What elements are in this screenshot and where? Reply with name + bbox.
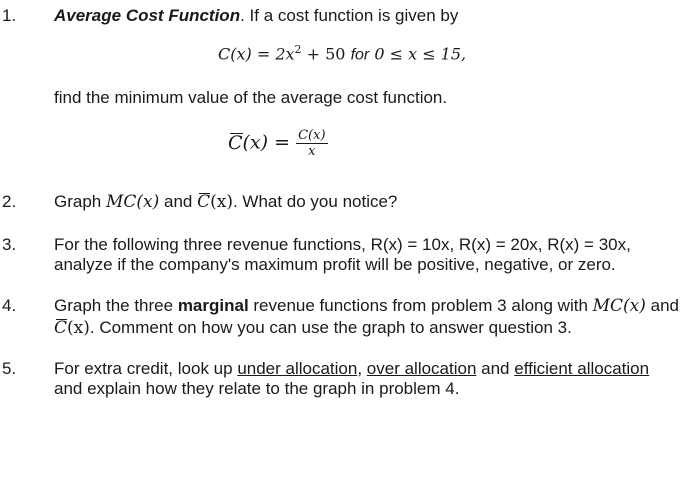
item-number-5: 5.	[2, 359, 17, 378]
item-5-sep-1: ,	[357, 359, 367, 378]
item-4-before: Graph the three	[54, 296, 178, 315]
item-number-2: 2.	[2, 192, 17, 211]
item-1-intro: . If a cost function is given by	[240, 6, 459, 25]
fraction-denominator: x	[308, 144, 316, 159]
item-2-after: . What do you notice?	[232, 192, 398, 211]
average-cost-lhs: (x) =	[242, 131, 291, 154]
item-5-line-1	[54, 359, 649, 379]
item-2-mc: MC(x)	[105, 192, 160, 212]
item-1-question: find the minimum value of the average cost function.	[54, 88, 448, 107]
item-2-and: and	[159, 192, 198, 211]
item-3-line-2: analyze if the company's maximum profit will be positive, negative, or zero.	[54, 255, 616, 274]
item-4-mc: MC(x)	[592, 296, 646, 316]
cost-equation-for: for	[350, 46, 370, 64]
item-4-after: . Comment on how you can use the graph to answer question 3.	[89, 318, 572, 337]
item-1-title: Average Cost Function	[54, 6, 241, 25]
item-2-text	[54, 192, 397, 212]
item-5-line-2: and explain how they relate to the graph in problem 4.	[54, 379, 460, 398]
cost-equation-rest: + 50	[301, 44, 351, 64]
cost-equation-lhs: C(x) = 2x	[218, 44, 295, 64]
cost-equation-domain: 0 ≤ x ≤ 15,	[369, 44, 467, 64]
average-cost-symbol: C	[228, 131, 243, 154]
item-4-bold: marginal	[177, 296, 249, 315]
under-allocation-link: under allocation	[237, 359, 358, 378]
item-4-line-1	[54, 296, 679, 316]
efficient-allocation-link: efficient allocation	[514, 359, 650, 378]
cost-equation	[218, 43, 466, 64]
item-number-4: 4.	[2, 296, 17, 315]
item-number-1: 1.	[2, 6, 17, 25]
item-1-heading	[54, 6, 458, 26]
average-cost-fraction	[296, 128, 327, 159]
item-2-cbar-letter: C	[197, 192, 211, 212]
over-allocation-link: over allocation	[366, 359, 477, 378]
item-2-before: Graph	[54, 192, 106, 211]
item-4-cbar-rest: (x)	[67, 318, 90, 338]
fraction-numerator: C(x)	[298, 128, 326, 143]
item-5-before: For extra credit, look up	[54, 359, 238, 378]
item-3-line-1: For the following three revenue functions, R(x) = 10x, R(x) = 20x, R(x) = 30x,	[54, 235, 631, 254]
average-cost-equation	[228, 128, 328, 159]
item-number-3: 3.	[2, 235, 17, 254]
item-4-mid: revenue functions from problem 3 along with	[248, 296, 593, 315]
cost-equation-exponent: 2	[294, 43, 302, 56]
item-4-and: and	[645, 296, 680, 315]
item-4-line-2	[54, 318, 572, 338]
item-4-cbar-letter: C	[54, 318, 68, 338]
item-5-sep-2: and	[476, 359, 515, 378]
item-2-cbar-rest: (x)	[210, 192, 233, 212]
